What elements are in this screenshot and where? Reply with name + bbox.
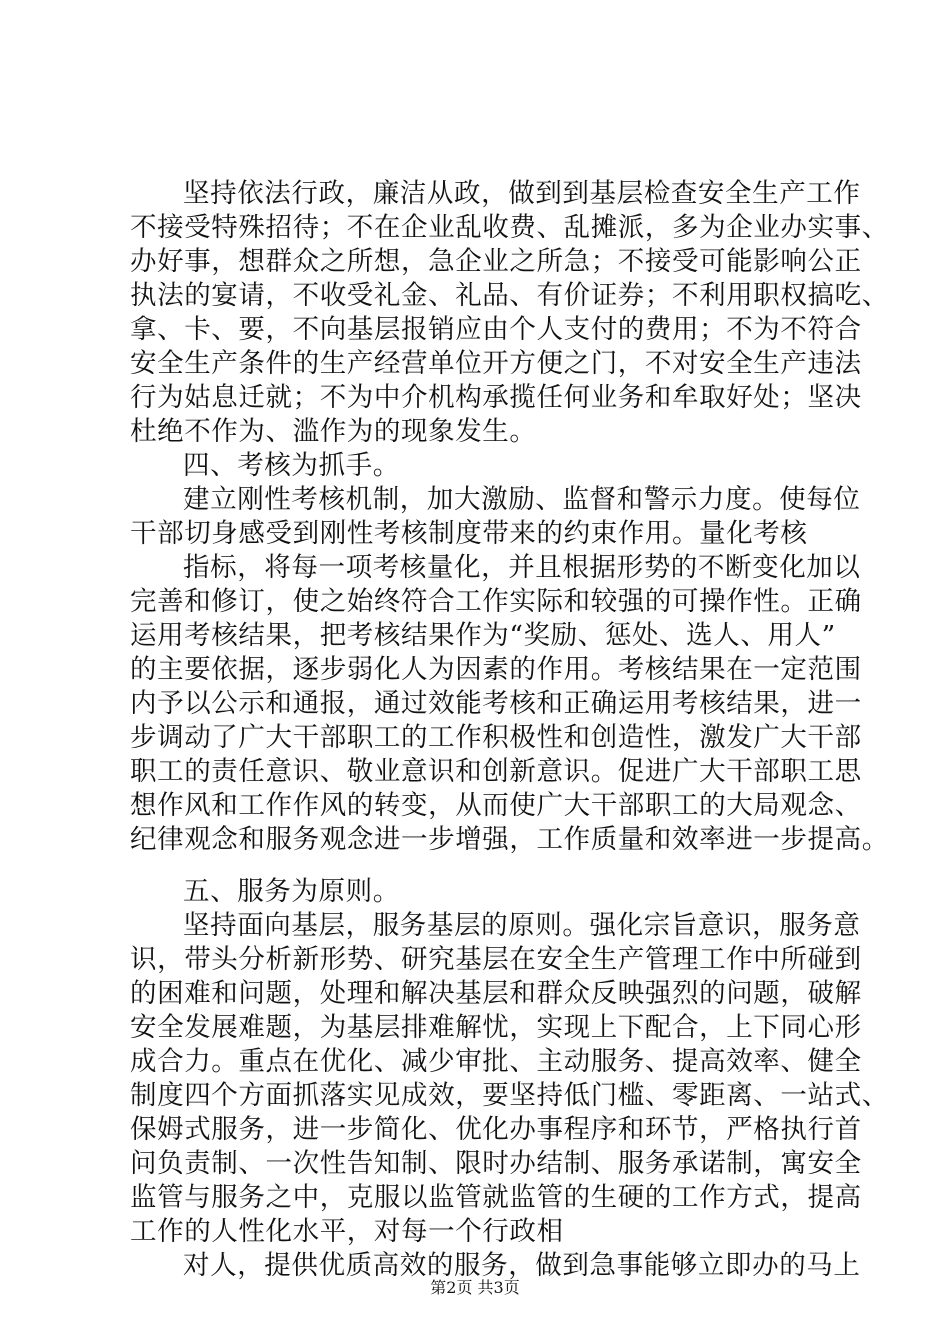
body-text-line: 纪律观念和服务观念进一步增强，工作质量和效率进一步提高。	[130, 824, 889, 855]
body-text-line: 执法的宴请，不收受礼金、礼品、有价证券；不利用职权搞吃、	[130, 280, 889, 311]
body-text-line: 的主要依据，逐步弱化人为因素的作用。考核结果在一定范围	[130, 654, 862, 685]
body-text-line: 办好事，想群众之所想，急企业之所急；不接受可能影响公正	[130, 246, 862, 277]
body-text-line: 完善和修订，使之始终符合工作实际和较强的可操作性。正确	[130, 586, 862, 617]
body-text-line: 识，带头分析新形势、研究基层在安全生产管理工作中所碰到	[130, 944, 862, 975]
body-text-line: 建立刚性考核机制，加大激励、监督和警示力度。使每位	[183, 484, 861, 515]
body-text-line: 行为姑息迁就；不为中介机构承揽任何业务和牟取好处；坚决	[130, 382, 862, 413]
body-text-line: 制度四个方面抓落实见成效，要坚持低门槛、零距离、一站式、	[130, 1080, 889, 1111]
body-text-line: 监管与服务之中，克服以监管就监管的生硬的工作方式，提高	[130, 1182, 862, 1213]
body-text-line: 拿、卡、要，不向基层报销应由个人支付的费用；不为不符合	[130, 314, 862, 345]
body-text-line: 安全生产条件的生产经营单位开方便之门，不对安全生产违法	[130, 348, 862, 379]
body-text-line: 工作的人性化水平，对每一个行政相	[130, 1216, 564, 1247]
body-text-line: 运用考核结果，把考核结果作为“奖励、惩处、选人、用人”	[130, 620, 836, 651]
page-number-footer: 第2页 共3页	[430, 1278, 520, 1297]
section-heading: 四、考核为抓手。	[183, 450, 400, 481]
body-text-line: 成合力。重点在优化、减少审批、主动服务、提高效率、健全	[130, 1046, 862, 1077]
body-text-line: 安全发展难题，为基层排难解忧，实现上下配合，上下同心形	[130, 1012, 862, 1043]
body-text-line: 内予以公示和通报，通过效能考核和正确运用考核结果，进一	[130, 688, 862, 719]
body-text-line: 坚持面向基层，服务基层的原则。强化宗旨意识，服务意	[183, 910, 861, 941]
body-text-line: 想作风和工作作风的转变，从而使广大干部职工的大局观念、	[130, 790, 862, 821]
body-text-line: 职工的责任意识、敬业意识和创新意识。促进广大干部职工思	[130, 756, 862, 787]
section-heading: 五、服务为原则。	[183, 876, 400, 907]
body-text-line: 对人，提供优质高效的服务，做到急事能够立即办的马上	[183, 1250, 861, 1281]
body-text-line: 杜绝不作为、滥作为的现象发生。	[130, 416, 537, 447]
body-text-line: 问负责制、一次性告知制、限时办结制、服务承诺制，寓安全	[130, 1148, 862, 1179]
body-text-line: 干部切身感受到刚性考核制度带来的约束作用。量化考核	[130, 518, 808, 549]
body-text-line: 的困难和问题，处理和解决基层和群众反映强烈的问题，破解	[130, 978, 862, 1009]
body-text-line: 指标，将每一项考核量化，并且根据形势的不断变化加以	[183, 552, 861, 583]
body-text-line: 保姆式服务，进一步简化、优化办事程序和环节，严格执行首	[130, 1114, 862, 1145]
body-text-line: 坚持依法行政，廉洁从政，做到到基层检查安全生产工作	[183, 178, 861, 209]
body-text-line: 不接受特殊招待；不在企业乱收费、乱摊派，多为企业办实事、	[130, 212, 889, 243]
body-text-line: 步调动了广大干部职工的工作积极性和创造性，激发广大干部	[130, 722, 862, 753]
